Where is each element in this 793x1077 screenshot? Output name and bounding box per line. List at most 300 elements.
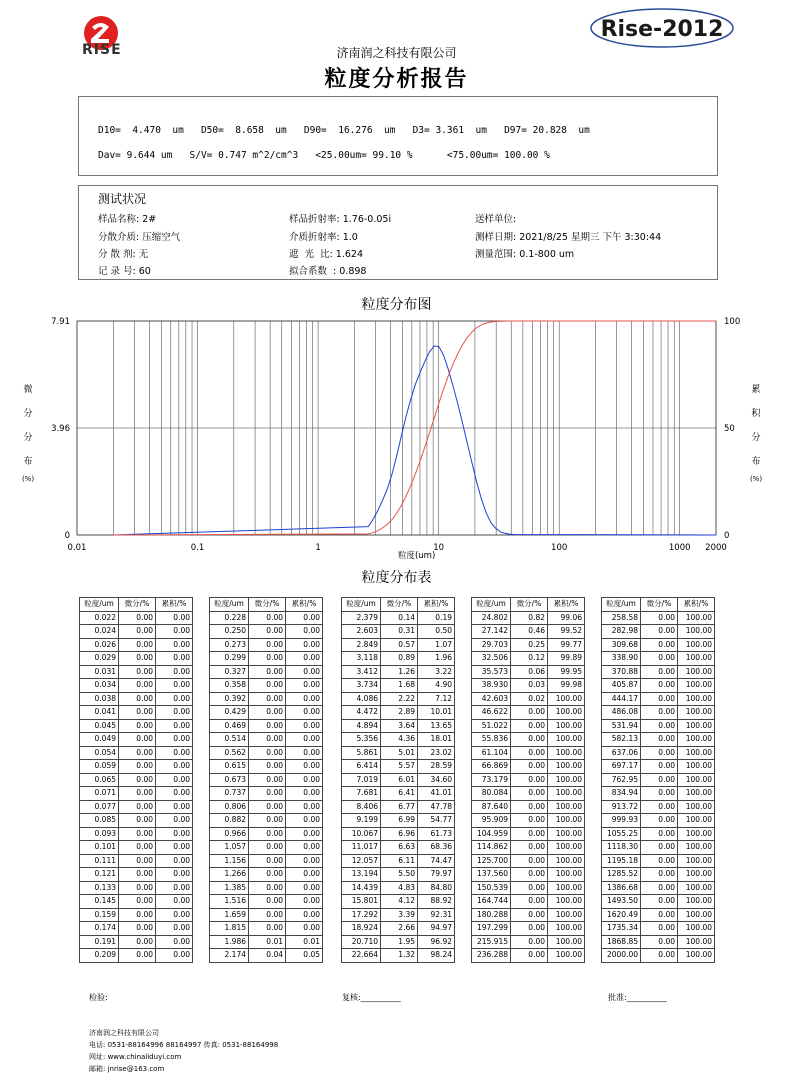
- y-left-axis-label: 分: [23, 433, 33, 443]
- dispersion-medium: 分散介质: 压缩空气: [98, 232, 181, 243]
- table-cell: 100.00: [548, 949, 585, 963]
- table-cell: 100.00: [678, 868, 715, 882]
- table-cell: 13.65: [418, 719, 455, 733]
- table-cell: 88.92: [418, 895, 455, 909]
- table-cell: 4.472: [342, 706, 381, 720]
- table-cell: 0.00: [119, 692, 156, 706]
- table-cell: 215.915: [472, 935, 511, 949]
- table-cell: 0.00: [511, 773, 548, 787]
- table-row: [80, 949, 193, 963]
- table-cell: 100.00: [548, 935, 585, 949]
- table-row: [602, 665, 715, 679]
- table-cell: 0.00: [641, 814, 678, 828]
- table-cell: 405.87: [602, 679, 641, 693]
- table-cell: 0.049: [80, 733, 119, 747]
- table-row: [602, 800, 715, 814]
- table-row: [472, 922, 585, 936]
- table-cell: 0.00: [249, 908, 286, 922]
- table-cell: 0.00: [286, 638, 323, 652]
- table-cell: 99.77: [548, 638, 585, 652]
- table-row: [342, 854, 455, 868]
- table-header-cell: 累积/%: [678, 598, 715, 612]
- table-row: [80, 908, 193, 922]
- table-block-2: [209, 597, 323, 963]
- table-cell: 46.622: [472, 706, 511, 720]
- table-cell: 637.06: [602, 746, 641, 760]
- table-cell: 100.00: [678, 679, 715, 693]
- table-cell: 0.00: [249, 706, 286, 720]
- table-cell: 0.00: [511, 746, 548, 760]
- table-cell: 3.39: [381, 908, 418, 922]
- table-cell: 0.737: [210, 787, 249, 801]
- table-cell: 0.02: [511, 692, 548, 706]
- table-cell: 0.00: [286, 652, 323, 666]
- table-cell: 0.19: [418, 611, 455, 625]
- table-cell: 100.00: [548, 881, 585, 895]
- table-row: [210, 922, 323, 936]
- table-cell: 0.00: [119, 746, 156, 760]
- table-row: [342, 760, 455, 774]
- table-row: [602, 949, 715, 963]
- table-cell: 0.00: [249, 719, 286, 733]
- contact-phone: 电话: 0531-88164996 88164997 传真: 0531-88164998: [89, 1041, 279, 1049]
- table-cell: 0.00: [119, 841, 156, 855]
- table-row: [210, 760, 323, 774]
- table-cell: 0.57: [381, 638, 418, 652]
- table-cell: 0.00: [511, 922, 548, 936]
- table-row: [342, 841, 455, 855]
- table-row: [80, 679, 193, 693]
- table-header-cell: 粒度/um: [602, 598, 641, 612]
- table-row: [210, 625, 323, 639]
- table-row: [210, 895, 323, 909]
- table-cell: 100.00: [678, 652, 715, 666]
- table-cell: 0.00: [156, 760, 193, 774]
- table-cell: 100.00: [548, 841, 585, 855]
- table-cell: 0.065: [80, 773, 119, 787]
- table-cell: 0.191: [80, 935, 119, 949]
- table-cell: 180.288: [472, 908, 511, 922]
- table-cell: 3.734: [342, 679, 381, 693]
- table-cell: 0.034: [80, 679, 119, 693]
- table-cell: 150.539: [472, 881, 511, 895]
- table-header-cell: 微分/%: [381, 598, 418, 612]
- table-cell: 42.603: [472, 692, 511, 706]
- table-row: [602, 814, 715, 828]
- table-cell: 0.00: [156, 733, 193, 747]
- table-cell: 61.73: [418, 827, 455, 841]
- x-tick-label: 2000: [705, 543, 727, 553]
- table-cell: 0.071: [80, 787, 119, 801]
- table-cell: 99.95: [548, 665, 585, 679]
- table-row: [602, 827, 715, 841]
- table-cell: 0.00: [511, 895, 548, 909]
- table-cell: 0.00: [641, 733, 678, 747]
- table-cell: 1118.30: [602, 841, 641, 855]
- table-cell: 258.58: [602, 611, 641, 625]
- table-cell: 0.00: [286, 868, 323, 882]
- table-row: [472, 719, 585, 733]
- table-cell: 100.00: [678, 935, 715, 949]
- table-cell: 0.469: [210, 719, 249, 733]
- table-cell: 0.00: [119, 827, 156, 841]
- table-row: [80, 787, 193, 801]
- table-row: [80, 773, 193, 787]
- table-cell: 1.96: [418, 652, 455, 666]
- table-cell: 104.959: [472, 827, 511, 841]
- table-cell: 0.00: [249, 827, 286, 841]
- table-row: [80, 692, 193, 706]
- table-cell: 0.00: [249, 895, 286, 909]
- table-cell: 0.00: [249, 760, 286, 774]
- table-cell: 100.00: [548, 854, 585, 868]
- table-cell: 0.00: [511, 706, 548, 720]
- table-cell: 0.031: [80, 665, 119, 679]
- review-label: 复核:__________: [342, 993, 401, 1002]
- table-cell: 0.024: [80, 625, 119, 639]
- table-cell: 54.77: [418, 814, 455, 828]
- table-cell: 100.00: [548, 787, 585, 801]
- table-row: [342, 746, 455, 760]
- table-cell: 0.00: [511, 881, 548, 895]
- table-cell: 0.01: [286, 935, 323, 949]
- table-cell: 0.093: [80, 827, 119, 841]
- table-row: [342, 773, 455, 787]
- table-cell: 0.00: [511, 854, 548, 868]
- table-row: [210, 787, 323, 801]
- table-cell: 0.054: [80, 746, 119, 760]
- table-cell: 0.00: [119, 652, 156, 666]
- table-cell: 1.057: [210, 841, 249, 855]
- table-cell: 0.038: [80, 692, 119, 706]
- table-cell: 99.06: [548, 611, 585, 625]
- table-row: [210, 746, 323, 760]
- table-row: [80, 746, 193, 760]
- table-row: [342, 814, 455, 828]
- table-cell: 0.00: [156, 868, 193, 882]
- table-row: [80, 719, 193, 733]
- table-cell: 0.00: [249, 922, 286, 936]
- y-left-tick-label: 3.96: [51, 423, 70, 434]
- table-cell: 100.00: [548, 827, 585, 841]
- table-cell: 0.00: [641, 787, 678, 801]
- table-cell: 14.439: [342, 881, 381, 895]
- table-cell: 0.145: [80, 895, 119, 909]
- table-row: [210, 814, 323, 828]
- table-cell: 1.659: [210, 908, 249, 922]
- table-cell: 0.00: [641, 665, 678, 679]
- table-row: [602, 773, 715, 787]
- table-cell: 0.00: [286, 895, 323, 909]
- table-cell: 0.00: [286, 760, 323, 774]
- table-cell: 11.017: [342, 841, 381, 855]
- table-header-cell: 粒度/um: [80, 598, 119, 612]
- table-cell: 0.00: [249, 746, 286, 760]
- table-cell: 0.174: [80, 922, 119, 936]
- brand-stamp: [590, 8, 734, 48]
- table-cell: 1285.52: [602, 868, 641, 882]
- table-row: [210, 611, 323, 625]
- table-cell: 6.11: [381, 854, 418, 868]
- table-cell: 0.00: [156, 692, 193, 706]
- table-cell: 0.00: [641, 841, 678, 855]
- table-cell: 27.142: [472, 625, 511, 639]
- table-row: [80, 827, 193, 841]
- x-tick-label: 100: [551, 543, 568, 553]
- table-cell: 0.00: [511, 841, 548, 855]
- table-cell: 762.95: [602, 773, 641, 787]
- table-cell: 100.00: [678, 611, 715, 625]
- table-cell: 0.00: [119, 719, 156, 733]
- table-row: [210, 868, 323, 882]
- table-cell: 1.986: [210, 935, 249, 949]
- table-cell: 100.00: [548, 746, 585, 760]
- table-title: 粒度分布表: [361, 570, 432, 586]
- table-cell: 0.00: [156, 638, 193, 652]
- table-cell: 0.00: [156, 814, 193, 828]
- table-row: [342, 625, 455, 639]
- table-row: [210, 908, 323, 922]
- table-cell: 0.562: [210, 746, 249, 760]
- table-row: [210, 665, 323, 679]
- table-cell: 0.00: [119, 625, 156, 639]
- table-cell: 0.00: [119, 679, 156, 693]
- table-cell: 2000.00: [602, 949, 641, 963]
- table-cell: 0.00: [156, 679, 193, 693]
- table-cell: 0.00: [286, 827, 323, 841]
- y-left-tick-label: 0: [64, 531, 70, 541]
- table-cell: 0.882: [210, 814, 249, 828]
- table-cell: 0.00: [249, 773, 286, 787]
- table-row: [80, 733, 193, 747]
- table-cell: 2.22: [381, 692, 418, 706]
- table-row: [80, 706, 193, 720]
- table-row: [472, 692, 585, 706]
- table-row: [472, 949, 585, 963]
- table-row: [210, 800, 323, 814]
- table-cell: 0.00: [156, 841, 193, 855]
- table-cell: 100.00: [678, 706, 715, 720]
- table-row: [602, 922, 715, 936]
- table-cell: 0.00: [156, 746, 193, 760]
- table-cell: 0.00: [641, 895, 678, 909]
- table-cell: 0.00: [511, 949, 548, 963]
- table-cell: 4.90: [418, 679, 455, 693]
- table-cell: 0.00: [641, 760, 678, 774]
- table-cell: 7.681: [342, 787, 381, 801]
- table-cell: 0.00: [286, 719, 323, 733]
- table-cell: 0.00: [511, 827, 548, 841]
- record-number: 记 录 号: 60: [98, 266, 151, 277]
- table-cell: 99.89: [548, 652, 585, 666]
- table-cell: 0.00: [286, 922, 323, 936]
- table-cell: 100.00: [548, 814, 585, 828]
- table-cell: 0.00: [286, 746, 323, 760]
- table-row: [472, 868, 585, 882]
- table-cell: 0.085: [80, 814, 119, 828]
- table-cell: 22.664: [342, 949, 381, 963]
- table-header-cell: 粒度/um: [342, 598, 381, 612]
- table-row: [602, 638, 715, 652]
- table-header-cell: 粒度/um: [210, 598, 249, 612]
- y-right-axis-label: 分: [751, 433, 761, 443]
- table-cell: 834.94: [602, 787, 641, 801]
- table-cell: 1.07: [418, 638, 455, 652]
- table-cell: 0.00: [119, 881, 156, 895]
- table-cell: 0.00: [641, 935, 678, 949]
- table-cell: 0.00: [511, 719, 548, 733]
- table-row: [80, 895, 193, 909]
- table-cell: 0.00: [156, 773, 193, 787]
- table-header-cell: 微分/%: [119, 598, 156, 612]
- table-cell: 0.00: [249, 787, 286, 801]
- table-cell: 0.00: [119, 908, 156, 922]
- table-cell: 999.93: [602, 814, 641, 828]
- table-cell: 99.98: [548, 679, 585, 693]
- table-cell: 10.067: [342, 827, 381, 841]
- table-cell: 0.00: [286, 665, 323, 679]
- table-cell: 1.516: [210, 895, 249, 909]
- table-cell: 0.00: [511, 800, 548, 814]
- table-cell: 0.12: [511, 652, 548, 666]
- table-cell: 6.96: [381, 827, 418, 841]
- table-cell: 0.00: [641, 922, 678, 936]
- fit-coefficient: 拟合系数 : 0.898: [289, 266, 367, 277]
- table-row: [472, 706, 585, 720]
- table-row: [80, 611, 193, 625]
- table-cell: 0.00: [249, 692, 286, 706]
- table-row: [342, 827, 455, 841]
- y-right-axis-label: 布: [751, 457, 761, 467]
- table-cell: 6.99: [381, 814, 418, 828]
- table-cell: 0.00: [119, 868, 156, 882]
- table-cell: 4.894: [342, 719, 381, 733]
- table-cell: 697.17: [602, 760, 641, 774]
- table-cell: 309.68: [602, 638, 641, 652]
- table-header-cell: 累积/%: [156, 598, 193, 612]
- table-cell: 0.029: [80, 652, 119, 666]
- table-cell: 0.806: [210, 800, 249, 814]
- x-tick-label: 0.01: [67, 543, 87, 553]
- table-cell: 0.00: [641, 881, 678, 895]
- table-cell: 0.00: [119, 854, 156, 868]
- table-cell: 0.00: [641, 800, 678, 814]
- table-row: [210, 706, 323, 720]
- table-row: [210, 679, 323, 693]
- summary-line-1: D10= 4.470 um D50= 8.658 um D90= 16.276 um D3= 3.361 um D97= 20.828 um: [98, 125, 590, 136]
- table-row: [80, 652, 193, 666]
- table-cell: 18.924: [342, 922, 381, 936]
- dispersant: 分 散 剂: 无: [98, 249, 149, 260]
- table-row: [80, 935, 193, 949]
- table-row: [80, 638, 193, 652]
- table-row: [80, 854, 193, 868]
- table-row: [342, 692, 455, 706]
- table-cell: 531.94: [602, 719, 641, 733]
- table-row: [472, 652, 585, 666]
- table-cell: 0.00: [119, 935, 156, 949]
- table-cell: 0.00: [156, 854, 193, 868]
- table-cell: 100.00: [678, 665, 715, 679]
- table-cell: 0.00: [641, 949, 678, 963]
- table-cell: 9.199: [342, 814, 381, 828]
- table-cell: 98.24: [418, 949, 455, 963]
- table-cell: 0.00: [119, 733, 156, 747]
- table-cell: 197.299: [472, 922, 511, 936]
- y-left-axis-label: 分: [23, 409, 33, 419]
- summary-line-2: Dav= 9.644 um S/V= 0.747 m^2/cm^3 <25.00um= 99.10 % <75.00um= 100.00 %: [98, 150, 550, 161]
- table-cell: 0.00: [249, 868, 286, 882]
- table-cell: 0.00: [119, 611, 156, 625]
- table-row: [80, 665, 193, 679]
- y-left-axis-label: 布: [23, 457, 33, 467]
- table-cell: 236.288: [472, 949, 511, 963]
- table-row: [472, 638, 585, 652]
- table-cell: 13.194: [342, 868, 381, 882]
- table-cell: 1620.49: [602, 908, 641, 922]
- table-cell: 2.603: [342, 625, 381, 639]
- table-cell: 1735.34: [602, 922, 641, 936]
- table-cell: 0.00: [119, 922, 156, 936]
- table-cell: 0.00: [156, 665, 193, 679]
- table-cell: 1868.85: [602, 935, 641, 949]
- table-row: [80, 922, 193, 936]
- table-cell: 0.00: [119, 706, 156, 720]
- approve-label: 批准:__________: [608, 993, 667, 1002]
- table-cell: 338.90: [602, 652, 641, 666]
- table-cell: 0.00: [286, 692, 323, 706]
- table-cell: 0.00: [119, 814, 156, 828]
- table-cell: 5.356: [342, 733, 381, 747]
- table-cell: 17.292: [342, 908, 381, 922]
- table-cell: 6.41: [381, 787, 418, 801]
- table-cell: 0.00: [511, 935, 548, 949]
- table-cell: 24.802: [472, 611, 511, 625]
- table-cell: 0.00: [156, 800, 193, 814]
- table-block-5: [601, 597, 715, 963]
- table-row: [210, 692, 323, 706]
- table-row: [602, 692, 715, 706]
- table-cell: 0.05: [286, 949, 323, 963]
- table-cell: 0.00: [156, 935, 193, 949]
- table-row: [602, 760, 715, 774]
- table-cell: 1.815: [210, 922, 249, 936]
- table-cell: 10.01: [418, 706, 455, 720]
- y-right-axis-label: (%): [749, 475, 763, 483]
- table-row: [210, 719, 323, 733]
- table-row: [210, 652, 323, 666]
- table-cell: 0.00: [249, 733, 286, 747]
- table-cell: 100.00: [548, 773, 585, 787]
- table-row: [602, 854, 715, 868]
- table-row: [342, 611, 455, 625]
- table-row: [602, 733, 715, 747]
- table-cell: 0.026: [80, 638, 119, 652]
- contact-company: 济南润之科技有限公司: [89, 1029, 159, 1037]
- distribution-chart: [0, 310, 793, 565]
- table-cell: 100.00: [548, 895, 585, 909]
- table-cell: 0.133: [80, 881, 119, 895]
- table-cell: 0.00: [119, 773, 156, 787]
- table-row: [342, 679, 455, 693]
- table-cell: 0.045: [80, 719, 119, 733]
- table-row: [472, 881, 585, 895]
- table-cell: 3.22: [418, 665, 455, 679]
- table-cell: 100.00: [678, 814, 715, 828]
- table-cell: 0.00: [641, 908, 678, 922]
- table-cell: 61.104: [472, 746, 511, 760]
- table-cell: 0.00: [641, 679, 678, 693]
